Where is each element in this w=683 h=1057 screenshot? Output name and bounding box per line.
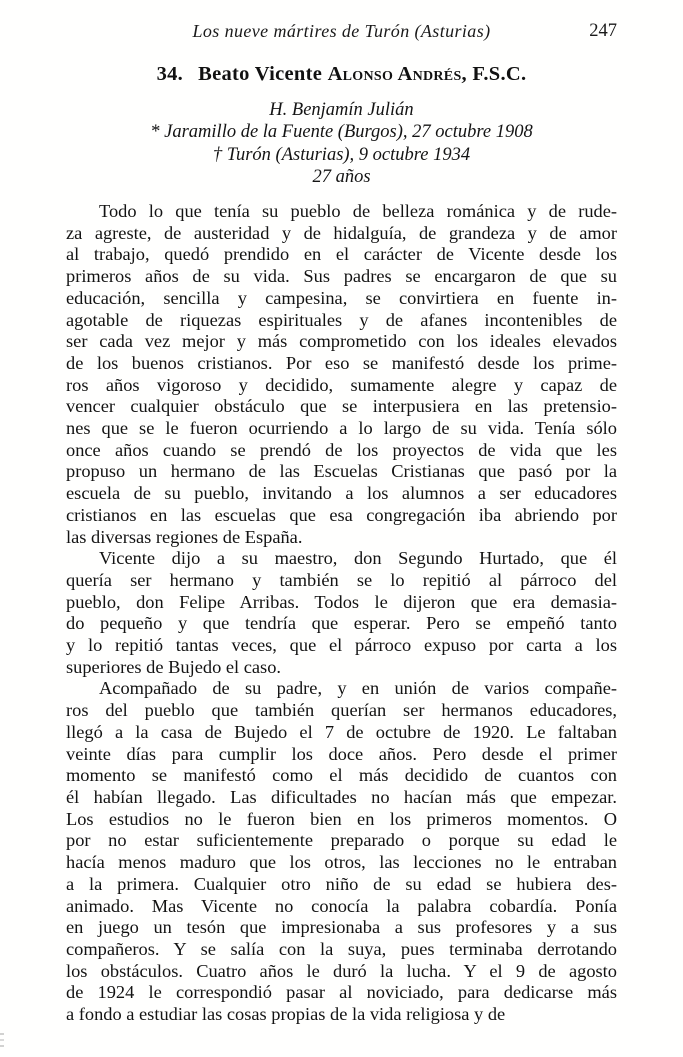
vita-line: * Jaramillo de la Fuente (Burgos), 27 octubre 1908: [150, 122, 533, 143]
text-line: agotable de riquezas espirituales y de afanes incontenibles de: [66, 309, 617, 330]
text-line: animado. Mas Vicente no conocía la palabra cobardía. Ponía: [66, 895, 617, 916]
text-line: za agreste, de austeridad y de hidalguía, de grandeza y de amor: [66, 222, 617, 243]
text-line: en juego un tesón que impresionaba a sus profesores y a sus: [66, 917, 617, 938]
text-line: do pequeño y que tendría que esperar. Pero se empeñó tanto: [66, 613, 617, 634]
chapter-name-suffix: , F.S.C.: [461, 63, 527, 85]
text-line: de los buenos cristianos. Por eso se manifestó desde los prime-: [66, 352, 617, 373]
text-line: nes que se le fueron ocurriendo a lo largo de su vida. Tenía sólo: [66, 418, 617, 439]
text-line: ser cada vez mejor y más comprometido con los ideales elevados: [66, 331, 617, 352]
text-line: once años cuando se prendó de los proyectos de vida que les: [66, 439, 617, 460]
vita-line: H. Benjamín Julián: [269, 100, 414, 120]
text-line: veinte días para cumplir los doce años. Pero desde el primer: [66, 743, 617, 764]
text-line: cristianos en las escuelas que esa congregación iba abriendo por: [66, 504, 617, 525]
text-line: hacía menos maduro que los otros, las lecciones no le entraban: [66, 852, 617, 873]
chapter-name-surname: Alonso Andrés: [327, 63, 462, 85]
text-line: Vicente dijo a su maestro, don Segundo Hurtado, que él: [99, 548, 617, 569]
text-line: primeros años de su vida. Sus padres se encargaron de que su: [66, 266, 617, 287]
text-line: él habían llegado. Las dificultades no hacían más que empezar.: [66, 786, 617, 807]
text-line: de 1924 le correspondió pasar al noviciado, para dedicarse más: [66, 982, 617, 1003]
vita-block: [40, 99, 643, 188]
text-line: momento se manifestó como el más decidido de cuantos con: [66, 765, 617, 786]
vita-line: † Turón (Asturias), 9 octubre 1934: [212, 144, 471, 165]
text-line: vencer cualquier obstáculo que se interpusiera en las pretensio-: [66, 396, 617, 417]
text-line: por no estar suficientemente preparado o porque su edad le: [66, 830, 617, 851]
text-line: educación, sencilla y campesina, se convirtiera en fuente in-: [66, 287, 617, 308]
text-line: compañeros. Y se salía con la suya, pues terminaba derrotando: [66, 938, 617, 959]
text-line: propuso un hermano de las Escuelas Cristianas que pasó por la: [66, 461, 617, 482]
paragraph: [66, 201, 617, 548]
page-number: 247: [589, 21, 617, 41]
text-line: llegó a la casa de Bujedo el 7 de octubre de 1920. Le faltaban: [66, 721, 617, 742]
text-line: Acompañado de su padre, y en unión de varios compañe-: [99, 678, 617, 699]
text-line: las diversas regiones de España.: [66, 526, 303, 547]
text-line: pueblo, don Felipe Arribas. Todos le dijeron que era demasia-: [66, 591, 617, 612]
chapter-title: [40, 63, 643, 86]
running-head-title: Los nueve mártires de Turón (Asturias): [192, 21, 491, 41]
chapter-name-prefix: Beato Vicente: [198, 63, 328, 85]
body-text: [66, 201, 617, 1026]
text-line: superiores de Bujedo el caso.: [66, 656, 282, 677]
text-line: Los estudios no le fueron bien en los primeros momentos. O: [66, 808, 617, 829]
text-line: ros años vigoroso y decidido, sumamente alegre y capaz de: [66, 374, 617, 395]
paragraph: [66, 678, 617, 1025]
text-line: a fondo a estudiar las cosas propias de la vida religiosa y de: [66, 1004, 506, 1025]
vita-line: 27 años: [312, 166, 371, 187]
chapter-number: 34.: [156, 63, 184, 85]
text-line: los obstáculos. Cuatro años le duró la lucha. Y el 9 de agosto: [66, 960, 617, 981]
text-line: quería ser hermano y también se lo repitió al párroco del: [66, 569, 617, 590]
text-line: escuela de su pueblo, invitando a los alumnos a ser educadores: [66, 483, 617, 504]
text-line: ros del pueblo que también querían ser hermanos educadores,: [66, 700, 617, 721]
scan-artifact: [0, 1033, 4, 1050]
text-line: Todo lo que tenía su pueblo de belleza románica y de rude-: [99, 201, 617, 221]
paragraph: [66, 548, 617, 678]
text-line: al trabajo, quedó prendido en el carácter de Vicente desde los: [66, 244, 617, 265]
text-line: a la primera. Cualquier otro niño de su edad se hubiera des-: [66, 873, 617, 894]
text-line: y lo repitió tantas veces, que el párroco expuso por carta a los: [66, 635, 617, 656]
running-header: [66, 21, 617, 45]
